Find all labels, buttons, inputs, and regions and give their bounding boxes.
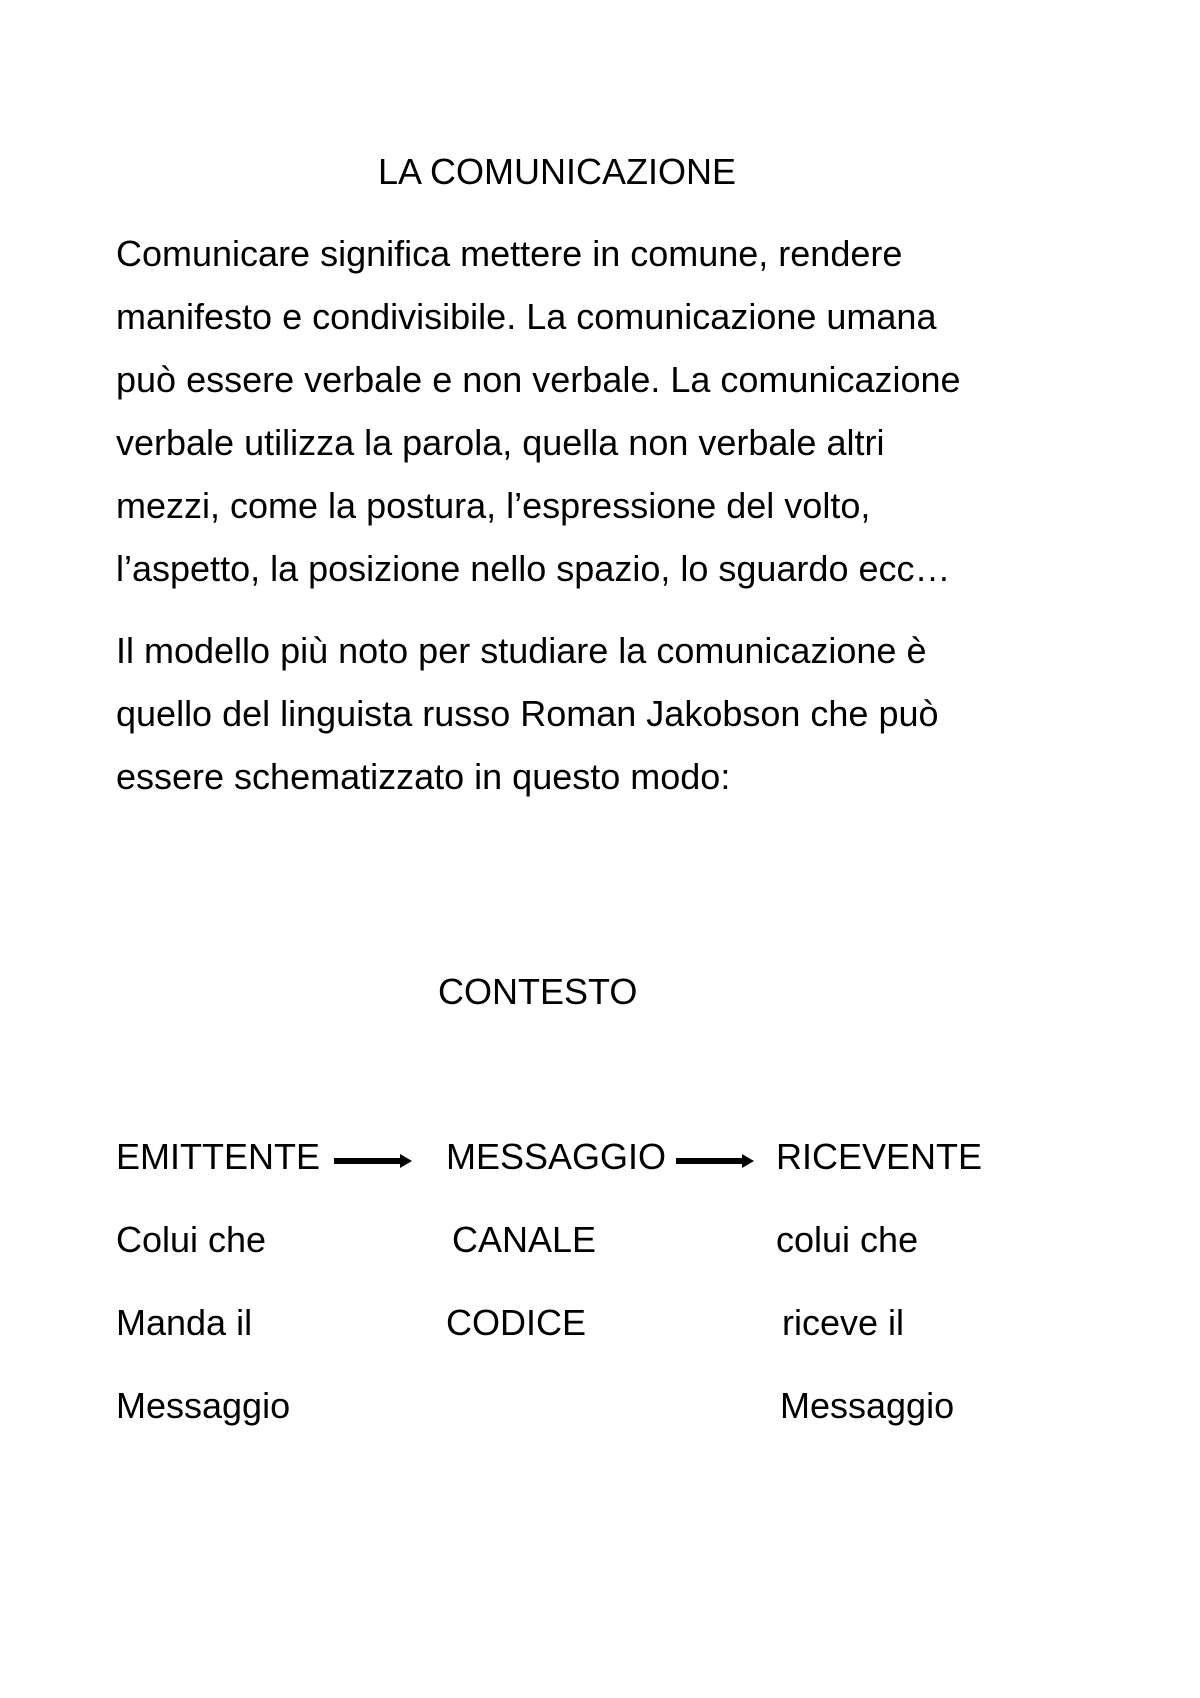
paragraph1-line: l’aspetto, la posizione nello spazio, lo sguardo ecc… <box>116 548 951 589</box>
message-item-code: CODICE <box>446 1302 587 1343</box>
paragraph1-line: manifesto e condivisibile. La comunicazione umana <box>116 296 937 337</box>
receiver-description-line: riceve il <box>782 1302 905 1343</box>
paragraph2-line: quello del linguista russo Roman Jakobson che può <box>116 693 939 734</box>
message-item-channel: CANALE <box>452 1219 597 1260</box>
receiver-description-line: colui che <box>776 1219 919 1260</box>
paragraph1-line: può essere verbale e non verbale. La comunicazione <box>116 359 961 400</box>
paragraph2-line: essere schematizzato in questo modo: <box>116 756 731 797</box>
paragraph1-line: mezzi, come la postura, l’espressione del volto, <box>116 485 871 526</box>
paragraph2-line: Il modello più noto per studiare la comunicazione è <box>116 630 927 671</box>
sender-description-line: Manda il <box>116 1302 253 1343</box>
paragraph1-line: verbale utilizza la parola, quella non verbale altri <box>116 422 885 463</box>
sender-description-line: Colui che <box>116 1219 267 1260</box>
context-label: CONTESTO <box>438 971 638 1012</box>
receiver-description-line: Messaggio <box>780 1385 955 1426</box>
receiver-label: RICEVENTE <box>776 1136 983 1177</box>
arrow-right-icon <box>334 1151 412 1171</box>
paragraph1-line: Comunicare significa mettere in comune, rendere <box>116 233 903 274</box>
document-title: LA COMUNICAZIONE <box>378 151 737 192</box>
sender-description-line: Messaggio <box>116 1385 291 1426</box>
arrow-right-icon <box>676 1151 754 1171</box>
message-label: MESSAGGIO <box>446 1136 667 1177</box>
sender-label: EMITTENTE <box>116 1136 320 1177</box>
